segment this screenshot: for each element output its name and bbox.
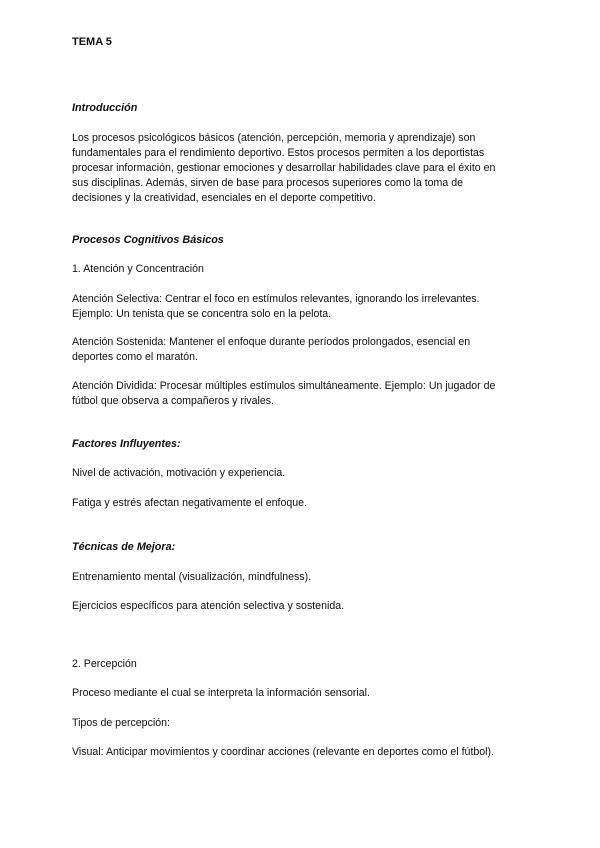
document-title: TEMA 5 — [72, 36, 112, 48]
perception-title: 2. Percepción — [72, 658, 137, 670]
attention-title: 1. Atención y Concentración — [72, 263, 204, 275]
intro-line: fundamentales para el rendimiento deportivo. Estos procesos permiten a los deportistas — [72, 147, 485, 159]
factors-item: Nivel de activación, motivación y experiencia. — [72, 467, 286, 479]
intro-line: decisiones y la creatividad, esenciales en el deporte competitivo. — [72, 192, 376, 204]
techniques-heading: Técnicas de Mejora: — [72, 541, 176, 553]
factors-heading: Factores Influyentes: — [72, 438, 181, 450]
perception-types-label: Tipos de percepción: — [72, 717, 170, 729]
sustained-line: deportes como el maratón. — [72, 351, 199, 363]
selective-line: Ejemplo: Un tenista que se concentra solo en la pelota. — [72, 308, 332, 320]
divided-line: Atención Dividida: Procesar múltiples estímulos simultáneamente. Ejemplo: Un jugador de — [72, 380, 496, 392]
factors-item: Fatiga y estrés afectan negativamente el enfoque. — [72, 497, 307, 509]
perception-definition: Proceso mediante el cual se interpreta la información sensorial. — [72, 687, 370, 699]
selective-line: Atención Selectiva: Centrar el foco en estímulos relevantes, ignorando los irrelevantes. — [72, 293, 480, 305]
intro-line: procesar información, gestionar emociones y desarrollar habilidades clave para el éxito en — [72, 162, 496, 174]
techniques-item: Ejercicios específicos para atención selectiva y sostenida. — [72, 600, 345, 612]
divided-line: fútbol que observa a compañeros y rivales. — [72, 395, 274, 407]
sustained-line: Atención Sostenida: Mantener el enfoque durante períodos prolongados, esencial en — [72, 336, 471, 348]
intro-line: Los procesos psicológicos básicos (atención, percepción, memoria y aprendizaje) son — [72, 132, 476, 144]
perception-visual: Visual: Anticipar movimientos y coordinar acciones (relevante en deportes como el fútbol). — [72, 746, 495, 758]
intro-line: sus disciplinas. Además, sirven de base para procesos superiores como la toma de — [72, 177, 463, 189]
intro-heading: Introducción — [72, 102, 138, 114]
techniques-item: Entrenamiento mental (visualización, mindfulness). — [72, 571, 312, 583]
cognitive-heading: Procesos Cognitivos Básicos — [72, 234, 224, 246]
